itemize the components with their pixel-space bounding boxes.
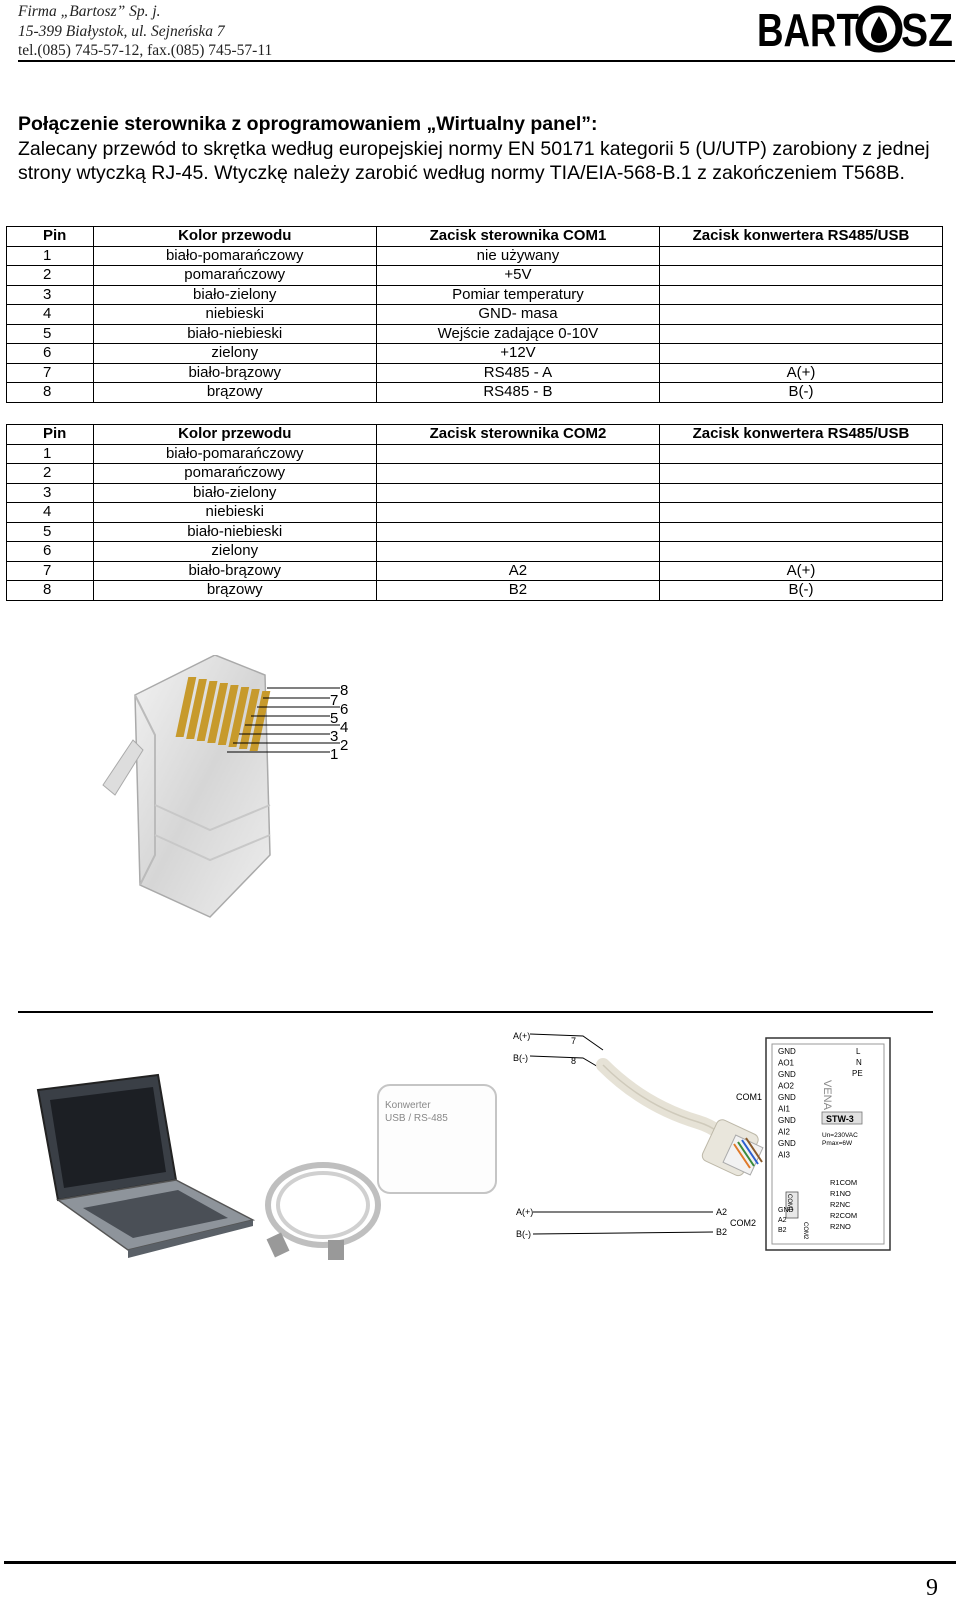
col-color: Kolor przewodu [93,425,376,445]
cell-controller-terminal: Wejście zadające 0-10V [376,324,659,344]
table-row [7,344,943,364]
cell-pin: 4 [7,305,94,325]
table-row [7,522,943,542]
company-address: 15-399 Białystok, ul. Sejneńska 7 [18,22,225,40]
cell-wire-color: pomarańczowy [93,266,376,286]
cell-converter-terminal [659,542,942,562]
pin-label-3: 3 [330,728,339,745]
cell-converter-terminal [659,266,942,286]
table-row [7,246,943,266]
cell-pin: 3 [7,483,94,503]
bottom-label-a2: A2 [716,1207,728,1217]
cell-pin: 1 [7,444,94,464]
ctrl-left-term-0: GND [778,1047,796,1056]
table-row [7,266,943,286]
wire-label-7: 7 [571,1036,577,1046]
cell-controller-terminal: RS485 - A [376,363,659,383]
cell-pin: 5 [7,324,94,344]
cell-pin: 6 [7,344,94,364]
cell-controller-terminal [376,542,659,562]
cell-pin: 2 [7,464,94,484]
cell-wire-color: biało-niebieski [93,324,376,344]
cell-converter-terminal [659,246,942,266]
cell-controller-terminal: +12V [376,344,659,364]
table-row [7,383,943,403]
cell-controller-terminal [376,483,659,503]
cell-converter-terminal [659,503,942,523]
ctrl-relay-term-2: R2NC [830,1200,851,1209]
company-header [18,2,272,61]
table-row [7,464,943,484]
table-row [7,305,943,325]
col-controller-terminal: Zacisk sterownika COM1 [376,227,659,247]
cell-pin: 4 [7,503,94,523]
table-row [7,542,943,562]
bartosz-logo [755,2,955,54]
cell-wire-color: brązowy [93,383,376,403]
controller-stw3 [766,1038,890,1250]
ctrl-left-term-4: GND [778,1093,796,1102]
com2-pin-table [6,424,943,601]
cell-pin: 8 [7,581,94,601]
com2-block-label: COM2 [802,1222,808,1240]
bottom-label-b-minus: B(-) [516,1229,531,1239]
ctrl-left-term-8: GND [778,1139,796,1148]
cell-controller-terminal: +5V [376,266,659,286]
cell-controller-terminal: A2 [376,561,659,581]
footer-rule [4,1561,956,1564]
bottom-label-a-plus: A(+) [516,1207,534,1217]
cell-converter-terminal [659,344,942,364]
controller-model: STW-3 [826,1114,854,1124]
ctrl-relay-term-4: R2NO [830,1222,851,1231]
converter-label-line2: USB / RS-485 [385,1113,448,1124]
cell-converter-terminal [659,522,942,542]
cell-converter-terminal [659,305,942,325]
pin-label-1: 1 [330,746,339,763]
ctrl-com-term-1: A2 [778,1217,787,1224]
ctrl-relay-term-3: R2COM [830,1211,858,1220]
bottom-label-b2: B2 [716,1227,728,1237]
cell-pin: 1 [7,246,94,266]
svg-text:BART: BART [757,4,859,54]
cell-pin: 3 [7,285,94,305]
laptop-image [38,1075,253,1258]
pin-label-5: 5 [330,710,339,727]
col-color: Kolor przewodu [93,227,376,247]
controller-brand: VENA [821,1080,833,1110]
cell-pin: 7 [7,561,94,581]
cell-converter-terminal [659,285,942,305]
cell-wire-color: biało-pomarańczowy [93,444,376,464]
svg-text:SZ: SZ [901,4,953,54]
cell-wire-color: biało-zielony [93,483,376,503]
cell-controller-terminal: GND- masa [376,305,659,325]
connection-diagram [28,1030,928,1290]
header-rule [18,60,955,62]
cell-controller-terminal: B2 [376,581,659,601]
usb-cable-image [267,1165,378,1260]
pin-label-6: 6 [340,701,349,718]
ctrl-left-term-7: AI2 [778,1127,791,1137]
cell-controller-terminal: RS485 - B [376,383,659,403]
cell-controller-terminal: nie używany [376,246,659,266]
cell-wire-color: zielony [93,542,376,562]
com1-label: COM1 [736,1092,763,1102]
com1-block-label: COM1 [786,1194,792,1212]
col-pin: Pin [7,227,94,247]
table-row [7,324,943,344]
section-heading: Połączenie sterownika z oprogramowaniem „Wirtualny panel”: [18,113,598,135]
cell-pin: 8 [7,383,94,403]
col-controller-terminal: Zacisk sterownika COM2 [376,425,659,445]
cell-wire-color: niebieski [93,305,376,325]
cell-pin: 6 [7,542,94,562]
cell-converter-terminal: A(+) [659,561,942,581]
table-header-row [7,425,943,445]
ctrl-left-term-9: AI3 [778,1150,791,1160]
cell-wire-color: biało-brązowy [93,561,376,581]
ctrl-com-term-0: GND [778,1207,794,1214]
table-row [7,483,943,503]
table-row [7,503,943,523]
cell-pin: 5 [7,522,94,542]
pin-label-8: 8 [340,682,349,699]
cell-wire-color: pomarańczowy [93,464,376,484]
cell-controller-terminal [376,444,659,464]
cell-wire-color: zielony [93,344,376,364]
com1-pin-table [6,226,943,403]
ctrl-left-term-1: AO1 [778,1058,795,1068]
rj45-plug-figure [95,655,375,925]
cell-wire-color: biało-niebieski [93,522,376,542]
cell-wire-color: biało-pomarańczowy [93,246,376,266]
cell-converter-terminal [659,324,942,344]
ctrl-com-term-2: B2 [778,1227,787,1234]
section-rule [18,1011,933,1013]
wire-label-8: 8 [571,1056,577,1066]
cell-pin: 2 [7,266,94,286]
cell-pin: 7 [7,363,94,383]
cell-wire-color: biało-brązowy [93,363,376,383]
ctrl-term-n: N [856,1058,862,1067]
signal-wires [530,1034,603,1068]
table-row [7,444,943,464]
converter-box [378,1085,496,1193]
ctrl-left-term-3: AO2 [778,1081,795,1091]
table-row [7,285,943,305]
table-header-row [7,227,943,247]
cell-converter-terminal: B(-) [659,581,942,601]
cell-wire-color: biało-zielony [93,285,376,305]
ctrl-term-l: L [856,1047,861,1056]
cell-wire-color: brązowy [93,581,376,601]
pin-label-7: 7 [330,692,339,709]
company-phone: tel.(085) 745-57-12, fax.(085) 745-57-11 [18,42,273,59]
cell-controller-terminal [376,522,659,542]
company-name: Firma „Bartosz” Sp. j. [18,3,161,20]
intro-text [18,112,933,186]
table-row [7,363,943,383]
intro-body: Zalecany przewód to skrętka według europejskiej normy EN 50171 kategorii 5 (U/UTP) zarobiony z jednej strony wtyczką RJ-45. Wtyczkę należy zarobić według normy TIA/EIA-568-B.1 z zakończeniem T568B. [18,137,930,184]
cell-converter-terminal [659,444,942,464]
cable-label-b-minus: B(-) [513,1053,528,1063]
cell-converter-terminal: B(-) [659,383,942,403]
pin-label-2: 2 [340,737,349,754]
ethernet-cable-image [603,1065,763,1178]
cell-wire-color: niebieski [93,503,376,523]
controller-spec-power: Pmax=6W [822,1140,853,1147]
ctrl-relay-term-1: R1NO [830,1189,851,1198]
cell-converter-terminal [659,483,942,503]
ctrl-left-term-5: AI1 [778,1104,791,1114]
converter-label-line1: Konwerter [385,1100,431,1111]
com2-label: COM2 [730,1218,757,1228]
ctrl-left-term-2: GND [778,1070,796,1079]
cell-controller-terminal: Pomiar temperatury [376,285,659,305]
page-number: 9 [926,1575,938,1601]
table-row [7,581,943,601]
cable-label-a-plus: A(+) [513,1031,531,1041]
cell-converter-terminal [659,464,942,484]
ctrl-relay-term-0: R1COM [830,1178,858,1187]
controller-spec-voltage: Un=230VAC [822,1132,858,1139]
cell-converter-terminal: A(+) [659,363,942,383]
col-converter-terminal: Zacisk konwertera RS485/USB [659,425,942,445]
pin-label-4: 4 [340,719,349,736]
ctrl-term-pe: PE [852,1069,863,1078]
ctrl-left-term-6: GND [778,1116,796,1125]
cell-controller-terminal [376,464,659,484]
col-converter-terminal: Zacisk konwertera RS485/USB [659,227,942,247]
table-row [7,561,943,581]
col-pin: Pin [7,425,94,445]
cell-controller-terminal [376,503,659,523]
